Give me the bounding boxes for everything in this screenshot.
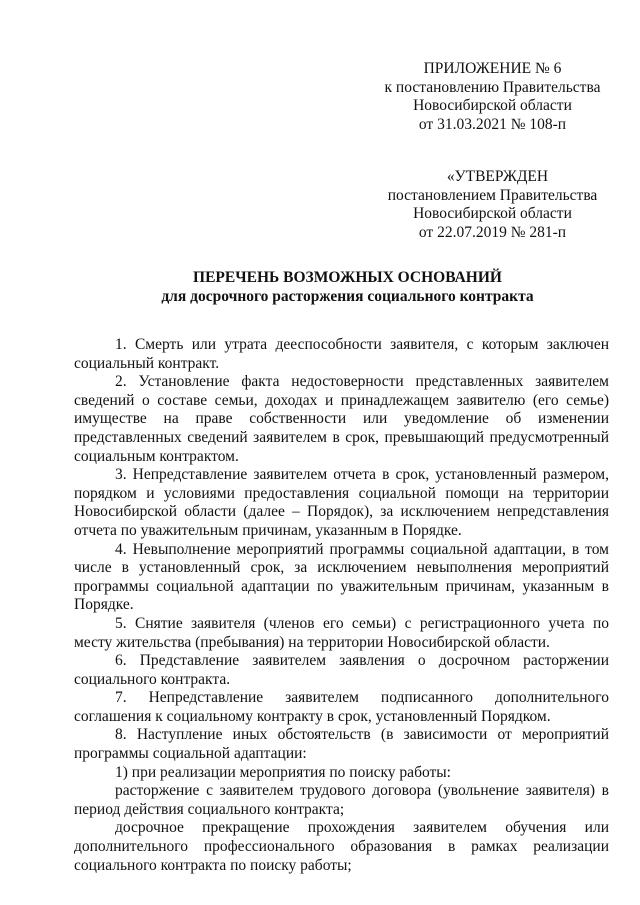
approved-label: «УТВЕРЖДЕН — [446, 168, 549, 185]
paragraph-6: 6. Представление заявителем заявления о досрочном расторжении социального контракта. — [74, 652, 609, 688]
document-title — [70, 268, 625, 306]
subitem-1-clause-a: расторжение с заявителем трудового договора (увольнение заявителя) в период действия социального контракта; — [74, 782, 609, 818]
paragraph-8: 8. Наступление иных обстоятельств (в зависимости от мероприятий программы социальной адаптации: — [74, 726, 609, 763]
paragraph-5: 5. Снятие заявителя (членов его семьи) с регистрационного учета по месту жительства (пребывания) на территории Новосибирской области. — [74, 614, 609, 651]
approved-date-number: от 22.07.2019 № 281-п — [418, 223, 567, 241]
paragraph-7: 7. Непредставление заявителем подписанного дополнительного соглашения к социальному контракту в срок, установленный Порядком. — [74, 689, 609, 725]
appendix-region: Новосибирской области — [413, 97, 572, 114]
paragraph-4: 4. Невыполнение мероприятий программы социальной адаптации, в том числе в установленный срок, за исключением невыполнения мероприятий программы социальной адаптации по уважительным причинам, указанным в Порядке. — [74, 540, 609, 614]
appendix-header — [370, 60, 615, 134]
subitem-1: 1) при реализации мероприятия по поиску работы: — [115, 763, 451, 781]
paragraph-2: 2. Установление факта недостоверности представленных заявителем сведений о составе семьи, доходах и принадлежащем заявителю (его семье) имуществе на праве собственности или уведомление об изменении представленных сведений заявителем в срок, превышающий предусмотренный социальным контрактом. — [74, 373, 609, 465]
appendix-date-number: от 31.03.2021 № 108-п — [418, 115, 567, 133]
paragraph-3: 3. Непредставление заявителем отчета в срок, установленный размером, порядком и условиями предоставления социальной помощи на территории Новосибирской области (далее – Порядок), за исключением непредставления отчета по уважительным причинам, указанным в Порядке. — [74, 466, 609, 539]
approved-by-resolution: постановлением Правительства — [387, 186, 598, 204]
document-body — [74, 336, 609, 875]
approval-stamp — [370, 168, 615, 242]
title-line-1: ПЕРЕЧЕНЬ ВОЗМОЖНЫХ ОСНОВАНИЙ — [193, 269, 502, 286]
subitem-1-clause-b: досрочное прекращение прохождения заявителем обучения или дополнительного профессионального образования в рамках реализации социального контракта по поиску работы; — [74, 819, 609, 874]
paragraph-1: 1. Смерть или утрата дееспособности заявителя, с которым заключен социальный контракт. — [74, 336, 609, 372]
title-line-2: для досрочного расторжения социального контракта — [161, 288, 534, 305]
appendix-number: ПРИЛОЖЕНИЕ № 6 — [423, 60, 562, 77]
appendix-to-resolution: к постановлению Правительства — [384, 78, 601, 96]
approved-region: Новосибирской области — [413, 205, 572, 222]
